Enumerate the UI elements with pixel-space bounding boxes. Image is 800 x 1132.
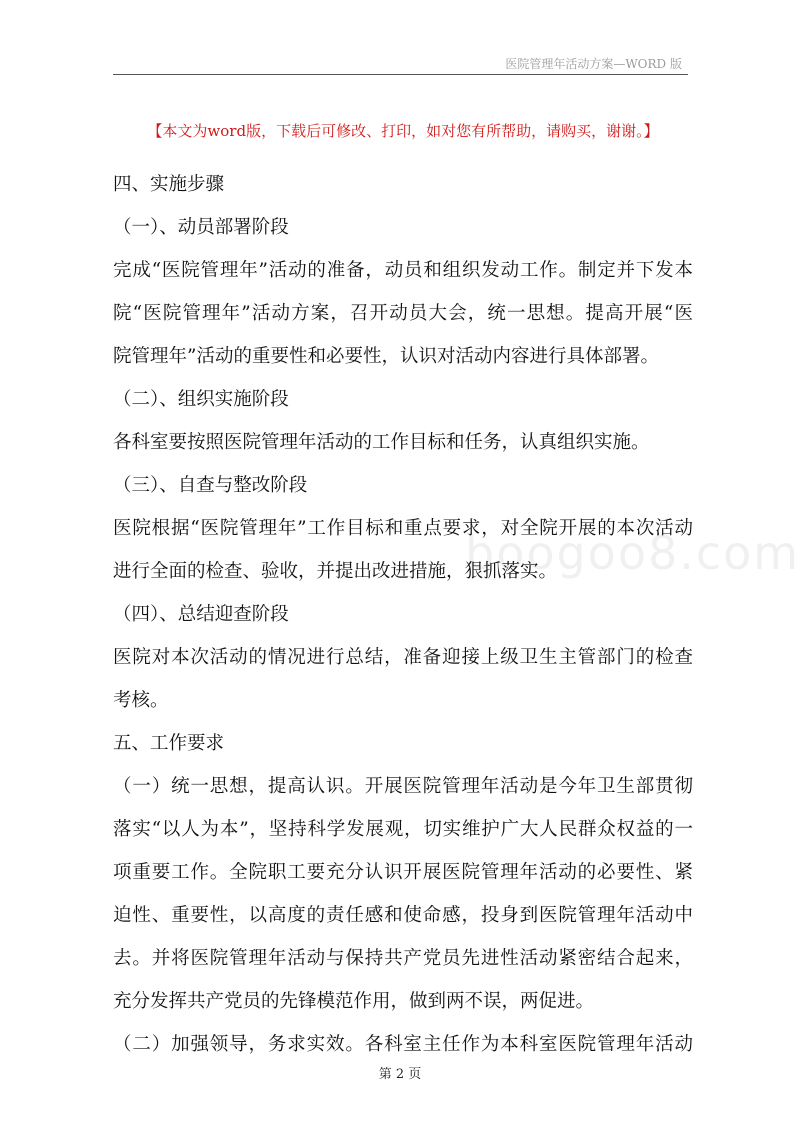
paragraph-line: 考核。 bbox=[113, 690, 169, 711]
subsection-heading: （一）、动员部署阶段 bbox=[113, 217, 289, 238]
subsection-heading: （四）、总结迎查阶段 bbox=[113, 604, 289, 625]
paragraph-line: 完成“医院管理年”活动的准备，动员和组织发动工作。制定并下发本 bbox=[113, 260, 693, 281]
subsection-heading: （三）、自查与整改阶段 bbox=[113, 475, 308, 496]
page-number: 第 2 页 bbox=[378, 1067, 422, 1082]
paragraph-line: （一）统一思想，提高认识。开展医院管理年活动是今年卫生部贯彻 bbox=[113, 776, 693, 797]
paragraph-line: 落实“以人为本”，坚持科学发展观，切实维护广大人民群众权益的一 bbox=[113, 819, 693, 840]
paragraph-line: 医院对本次活动的情况进行总结，准备迎接上级卫生主管部门的检查 bbox=[113, 647, 693, 668]
subsection-heading: （二）、组织实施阶段 bbox=[113, 389, 289, 410]
paragraph-line: （二）加强领导，务求实效。各科室主任作为本科室医院管理年活动 bbox=[113, 1034, 693, 1055]
header-rule bbox=[113, 74, 688, 75]
paragraph-line: 各科室要按照医院管理年活动的工作目标和任务，认真组织实施。 bbox=[113, 432, 650, 453]
paragraph-line: 充分发挥共产党员的先锋模范作用，做到两不误，两促进。 bbox=[113, 991, 595, 1012]
paragraph-line: 院管理年”活动的重要性和必要性，认识对活动内容进行具体部署。 bbox=[113, 346, 659, 367]
paragraph-line: 迫性、重要性，以高度的责任感和使命感，投身到医院管理年活动中 bbox=[113, 905, 693, 926]
paragraph-line: 院“医院管理年”活动方案，召开动员大会，统一思想。提高开展“医 bbox=[113, 303, 693, 324]
watermark: boogoo8.com bbox=[465, 526, 800, 580]
paragraph-line: 医院根据“医院管理年”工作目标和重点要求，对全院开展的本次活动 bbox=[113, 518, 693, 539]
section-heading: 五、工作要求 bbox=[113, 733, 225, 754]
paragraph-line: 项重要工作。全院职工要充分认识开展医院管理年活动的必要性、紧 bbox=[113, 862, 693, 883]
purchase-notice: 【本文为word版，下载后可修改、打印，如对您有所帮助，请购买，谢谢。】 bbox=[147, 122, 659, 140]
paragraph-line: 进行全面的检查、验收，并提出改进措施，狠抓落实。 bbox=[113, 561, 558, 582]
running-header: 医院管理年活动方案—WORD 版 bbox=[505, 57, 682, 71]
document-body bbox=[113, 163, 693, 1066]
paragraph-line: 去。并将医院管理年活动与保持共产党员先进性活动紧密结合起来， bbox=[113, 948, 693, 969]
section-heading: 四、实施步骤 bbox=[113, 174, 225, 195]
